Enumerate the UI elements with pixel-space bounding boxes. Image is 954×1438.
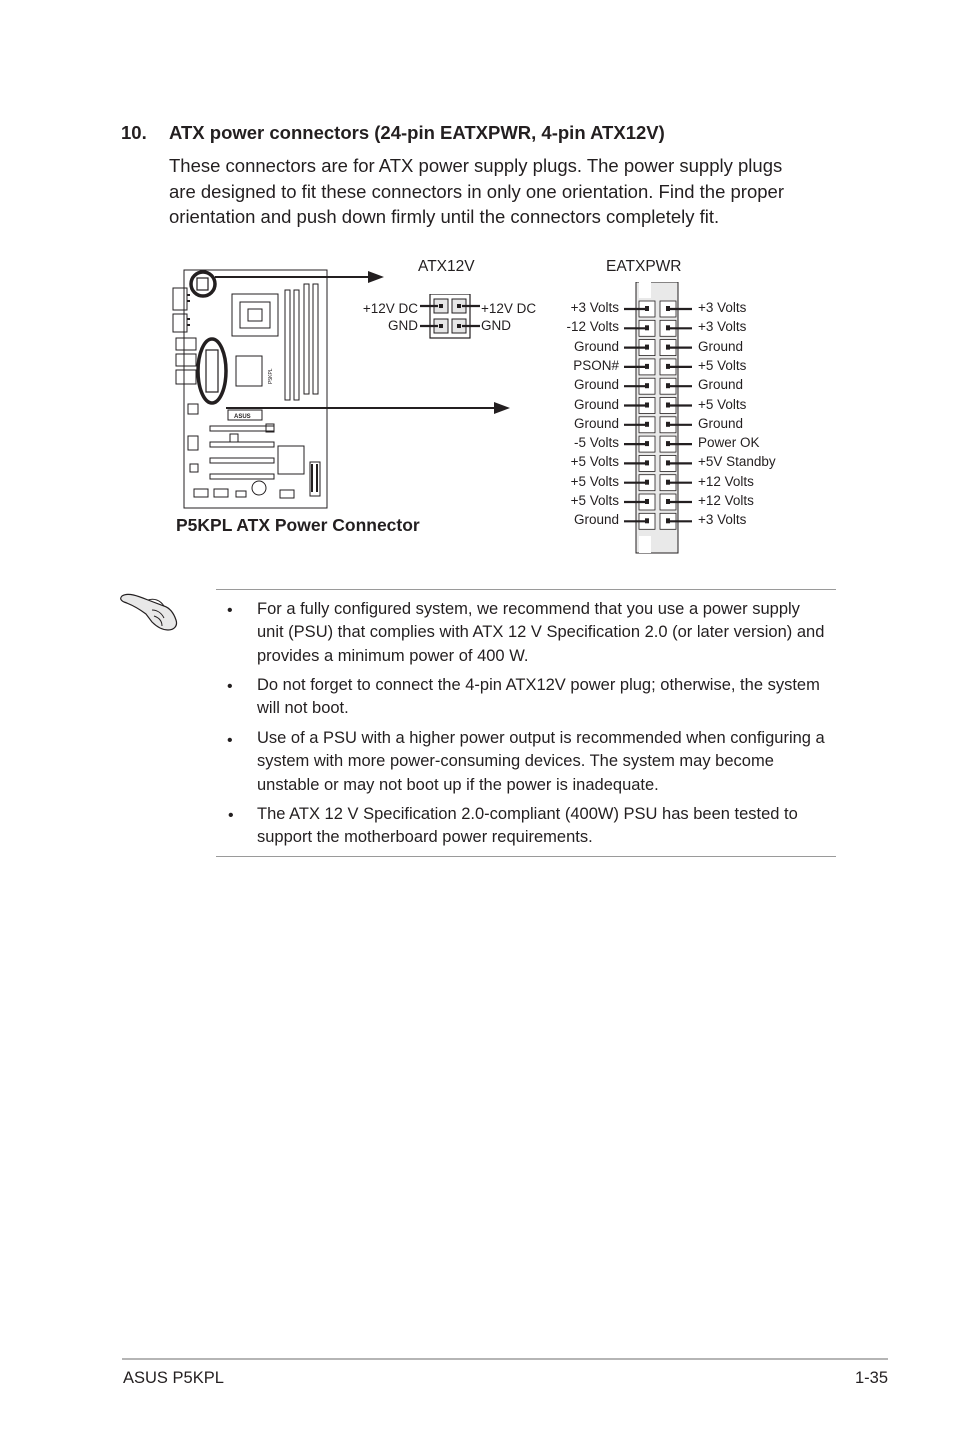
eatxpwr-arrowhead [494,402,510,414]
eatxpwr-pin-label: -12 Volts [566,319,619,335]
eatxpwr-pin-label: Ground [573,338,619,354]
figure-caption: P5KPL ATX Power Connector [176,515,420,535]
footer-page-number: 1-35 [854,1369,888,1387]
note-bullet-4: The ATX 12 V Specification 2.0-compliant (400W) PSU has been tested to support the motherboard power requirements. [257,805,798,847]
eatxpwr-pin-label: +5 Volts [698,357,747,373]
atx12v-title: ATX12V [418,258,475,275]
eatxpwr-pin-label: Ground [573,512,619,528]
eatxpwr-pin-label: +5V Standby [698,454,776,470]
bullet-marker: • [227,678,233,695]
eatxpwr-pin-label: Ground [698,377,744,393]
atx12v-pin-label: +12V DC [362,301,418,316]
eatxpwr-pin-label: +3 Volts [698,300,747,315]
intro-line: orientation and push down firmly until the connectors completely fit. [169,206,720,227]
bullet-marker: • [227,602,233,619]
intro-line: These connectors are for ATX power supply plugs. The power supply plugs [169,155,783,176]
eatxpwr-pin-label: -5 Volts [573,435,619,451]
eatxpwr-connector-diagram [623,282,695,554]
atx12v-pin-label: GND [388,318,418,333]
note-bullet-2: Do not forget to connect the 4-pin ATX12V power plug; otherwise, the system will not boot. [257,676,820,718]
intro-paragraph [169,153,849,230]
board-logo: ASUS [234,414,251,420]
eatxpwr-pin-label: Ground [573,396,619,412]
atx12v-pin-label: +12V DC [481,301,537,316]
eatxpwr-pin-label: +5 Volts [698,396,747,412]
footer-rule [122,1358,888,1360]
section-title: ATX power connectors (24-pin EATXPWR, 4-pin ATX12V) [169,122,665,143]
atx12v-arrowhead [368,271,384,283]
eatxpwr-pin-label: +12 Volts [698,473,754,489]
eatxpwr-pin-label: +12 Volts [698,493,754,508]
note-bottom-rule [216,856,836,857]
section-number: 10. [121,122,147,143]
atx12v-pin-label: GND [481,318,511,333]
eatxpwr-pin-label: Ground [573,377,619,393]
note-bullet-3: Use of a PSU with a higher power output is recommended when configuring a system with more power-consuming devices. The system may become unstable or may not boot up if the power is inadequate. [257,729,825,794]
atx12v-connector-diagram [420,294,480,340]
eatxpwr-highlight-ellipse [198,339,226,403]
eatxpwr-pin-label: Ground [573,415,619,431]
note-top-rule [216,589,836,590]
eatxpwr-pin-label: +5 Volts [570,454,619,470]
note-bullet-1: For a fully configured system, we recommend that you use a power supply unit (PSU) that complies with ATX 12 V Specification 2.0 (or later version) and provides a minimum power of 400 W. [257,600,825,665]
board-silkscreen: P5KPL [268,368,274,384]
eatxpwr-pin-label: Power OK [698,435,760,451]
eatxpwr-pin-label: +3 Volts [698,319,747,335]
bullet-marker: • [227,732,233,749]
eatxpwr-pin-label: +3 Volts [570,300,619,315]
pointing-hand-icon [118,584,182,634]
footer-product-name: ASUS P5KPL [123,1369,224,1387]
eatxpwr-pin-label: PSON# [573,357,619,373]
eatxpwr-pin-label: +5 Volts [570,493,619,508]
atx12v-highlight-circle [191,272,215,296]
eatxpwr-pin-label: +5 Volts [570,473,619,489]
eatxpwr-pin-label: +3 Volts [698,512,747,528]
intro-line: are designed to fit these connectors in only one orientation. Find the proper [169,180,784,202]
bullet-marker: • [228,807,234,824]
eatxpwr-pin-label: Ground [698,338,744,354]
eatxpwr-title: EATXPWR [606,258,682,275]
eatxpwr-pin-label: Ground [698,415,744,431]
